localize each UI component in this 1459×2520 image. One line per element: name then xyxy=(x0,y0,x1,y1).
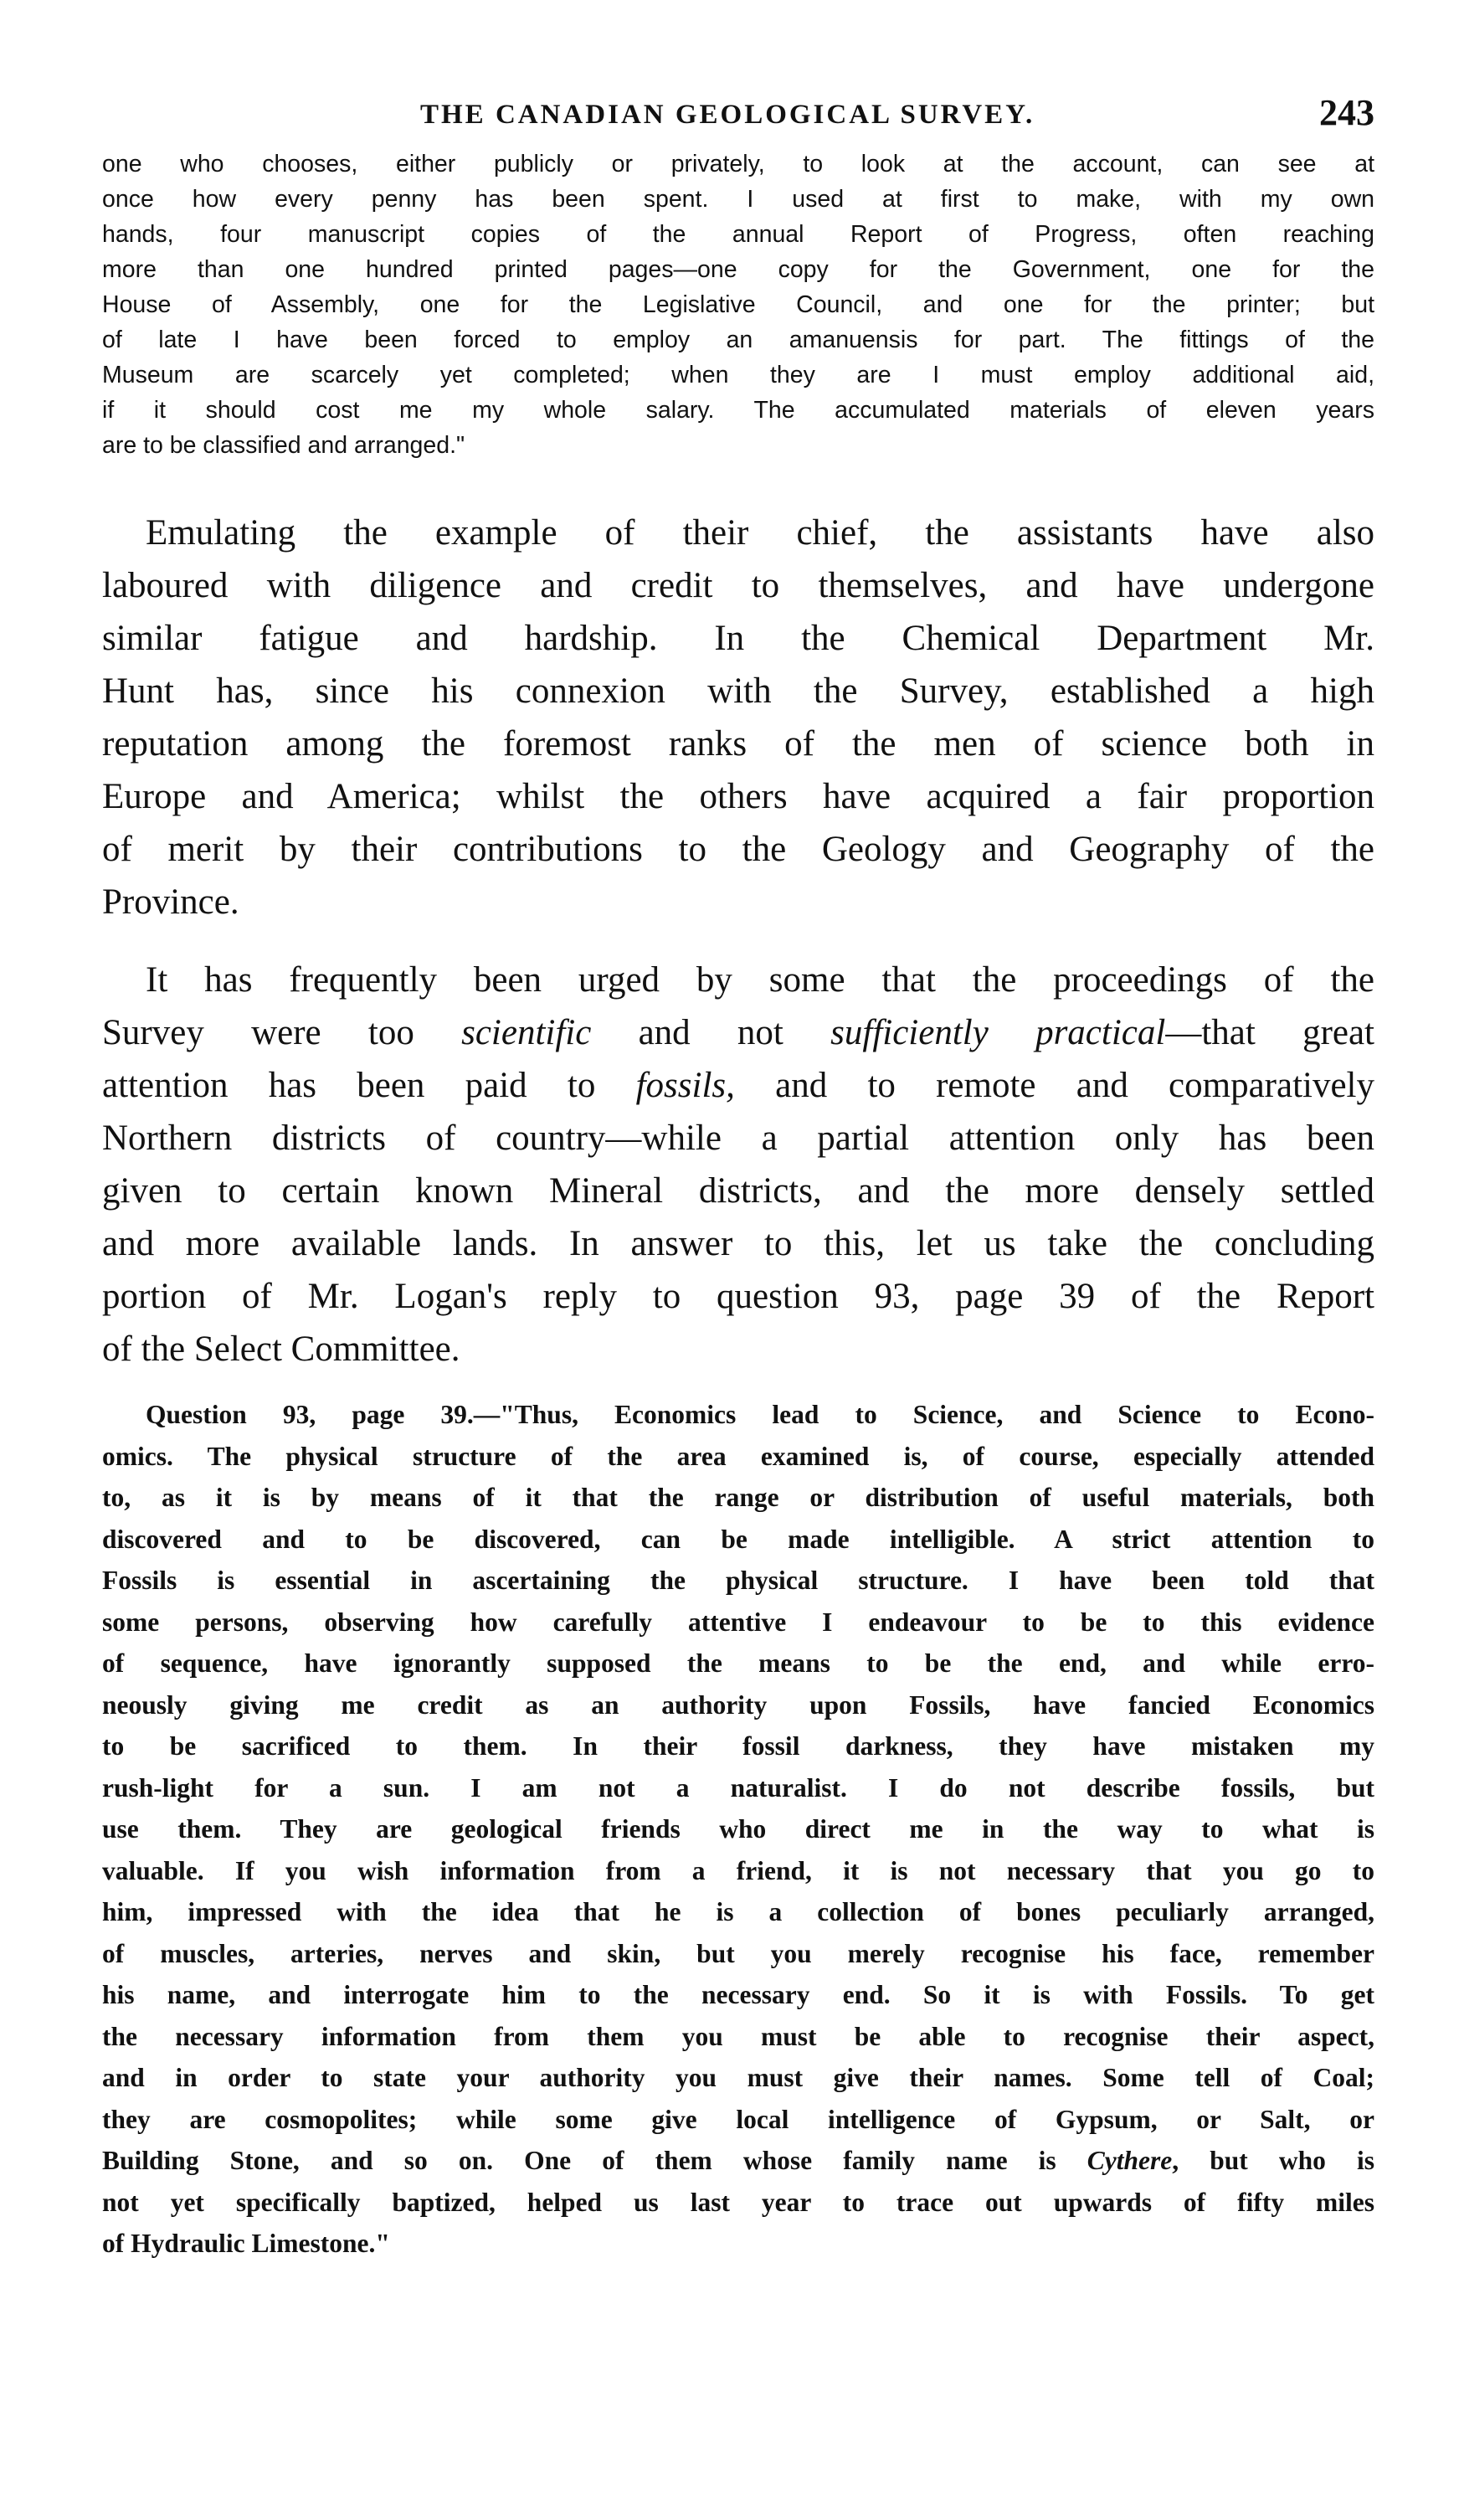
answer-line xyxy=(102,2140,1374,2182)
paragraph-line: reputation among the foremost ranks of the men of science both in xyxy=(102,724,1374,764)
text-run: —that great xyxy=(1165,1013,1375,1052)
quote-line: of late I have been forced to employ an amanuensis for part. The fittings of the xyxy=(102,327,1374,353)
answer-line: omics. The physical structure of the area examined is, of course, especially attended xyxy=(102,1441,1374,1471)
paragraph-line: Province. xyxy=(102,882,239,922)
quote-line: if it should cost me my whole salary. The accumulated materials of eleven years xyxy=(102,397,1374,424)
paragraph-line: laboured with diligence and credit to themselves, and have undergone xyxy=(102,566,1374,605)
paragraph-emulating xyxy=(102,507,1374,928)
paragraph-line xyxy=(102,1006,1374,1059)
paragraph-line: Emulating the example of their chief, the assistants have also xyxy=(146,513,1374,553)
quote-line: hands, four manuscript copies of the annual Report of Progress, often reaching xyxy=(102,221,1374,248)
answer-line: neously giving me credit as an authority upon Fossils, have fancied Economics xyxy=(102,1689,1374,1720)
italic-run: sufficiently practical xyxy=(830,1013,1166,1052)
paragraph-line: Northern districts of country—while a partial attention only has been xyxy=(102,1119,1374,1158)
answer-line: him, impressed with the idea that he is a collection of bones peculiarly arranged, xyxy=(102,1897,1374,1926)
italic-run: scientific xyxy=(461,1013,592,1052)
quoted-passage xyxy=(102,147,1374,463)
quote-line: Museum are scarcely yet completed; when they are I must employ additional aid, xyxy=(102,362,1374,388)
paragraph-line xyxy=(102,1059,1374,1112)
paragraph-urged xyxy=(102,954,1374,1376)
italic-run: Cythere xyxy=(1087,2146,1173,2175)
paragraph-line: similar fatigue and hardship. In the Chemical Department Mr. xyxy=(102,619,1374,658)
page-number: 243 xyxy=(1319,92,1374,133)
running-title: THE CANADIAN GEOLOGICAL SURVEY. xyxy=(420,100,1035,130)
paragraph-line: of the Select Committee. xyxy=(102,1329,460,1369)
quote-line: House of Assembly, one for the Legislative Council, and one for the printer; but xyxy=(102,291,1374,318)
text-run: attention has been paid to xyxy=(102,1066,636,1105)
text-run: Survey were too xyxy=(102,1013,462,1052)
quote-line: once how every penny has been spent. I used at first to make, with my own xyxy=(102,186,1374,213)
answer-line: use them. They are geological friends who direct me in the way to what is xyxy=(102,1814,1374,1844)
quote-line: are to be classified and arranged." xyxy=(102,432,465,459)
answer-line: they are cosmopolites; while some give local intelligence of Gypsum, or Salt, or xyxy=(102,2104,1374,2134)
paragraph-line: It has frequently been urged by some that the proceedings of the xyxy=(146,960,1374,1000)
running-head xyxy=(102,88,1374,147)
answer-line: not yet specifically baptized, helped us last year to trace out upwards of fifty miles xyxy=(102,2187,1374,2217)
answer-line: Fossils is essential in ascertaining the physical structure. I have been told that xyxy=(102,1566,1374,1595)
answer-line: discovered and to be discovered, can be made intelligible. A strict attention to xyxy=(102,1524,1374,1554)
paragraph-line: portion of Mr. Logan's reply to question 93, page 39 of the Report xyxy=(102,1277,1374,1316)
answer-line: of sequence, have ignorantly supposed the means to be the end, and while erro- xyxy=(102,1648,1374,1678)
quote-line: one who chooses, either publicly or privately, to look at the account, can see at xyxy=(102,151,1374,177)
answer-line: of muscles, arteries, nerves and skin, but you merely recognise his face, remember xyxy=(102,1938,1374,1968)
paragraph-line: of merit by their contributions to the Geology and Geography of the xyxy=(102,830,1374,869)
text-run: , but who is xyxy=(1172,2146,1374,2175)
paragraph-line: Hunt has, since his connexion with the Survey, established a high xyxy=(102,671,1374,711)
page xyxy=(102,88,1374,2265)
italic-run: fossils, xyxy=(635,1066,735,1105)
text-run: and to remote and comparatively xyxy=(734,1066,1374,1105)
answer-question-93 xyxy=(102,1394,1374,2265)
answer-line: some persons, observing how carefully attentive I endeavour to be to this evidence xyxy=(102,1607,1374,1637)
answer-line: rush-light for a sun. I am not a naturalist. I do not describe fossils, but xyxy=(102,1772,1374,1803)
answer-line: the necessary information from them you must be able to recognise their aspect, xyxy=(102,2021,1374,2051)
answer-line: of Hydraulic Limestone." xyxy=(102,2229,390,2258)
answer-line: to be sacrificed to them. In their fossil darkness, they have mistaken my xyxy=(102,1731,1374,1761)
paragraph-line: given to certain known Mineral districts, and the more densely settled xyxy=(102,1171,1374,1211)
text-run: and not xyxy=(591,1013,831,1052)
answer-line: to, as it is by means of it that the range or distribution of useful materials, both xyxy=(102,1483,1374,1512)
answer-line: Question 93, page 39.—"Thus, Economics lead to Science, and Science to Econo- xyxy=(146,1400,1374,1429)
quote-line: more than one hundred printed pages—one copy for the Government, one for the xyxy=(102,256,1374,283)
answer-line: valuable. If you wish information from a friend, it is not necessary that you go to xyxy=(102,1855,1374,1885)
paragraph-line: Europe and America; whilst the others have acquired a fair proportion xyxy=(102,777,1374,816)
text-run: Building Stone, and so on. One of them whose family name is xyxy=(102,2146,1087,2175)
answer-line: his name, and interrogate him to the necessary end. So it is with Fossils. To get xyxy=(102,1980,1374,2009)
paragraph-line: and more available lands. In answer to this, let us take the concluding xyxy=(102,1224,1374,1263)
answer-line: and in order to state your authority you must give their names. Some tell of Coal; xyxy=(102,2063,1374,2092)
